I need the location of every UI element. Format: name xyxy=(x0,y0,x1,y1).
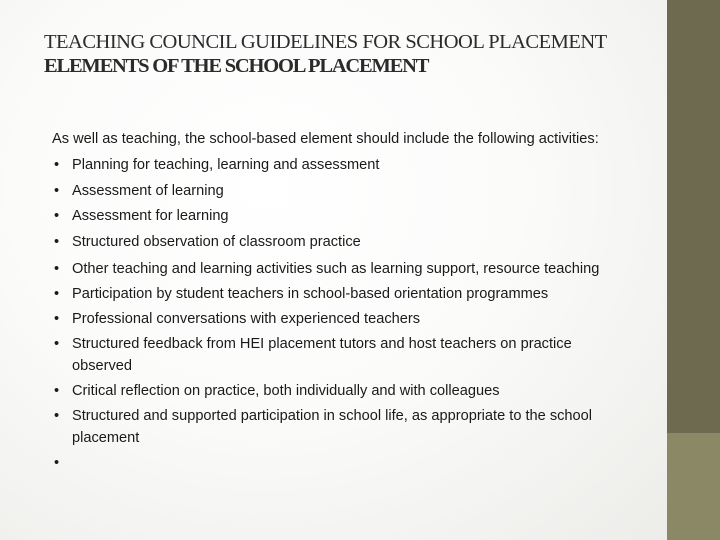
list-item xyxy=(52,283,632,305)
list-item-text: Assessment of learning xyxy=(72,182,224,199)
list-item-text: Structured feedback from HEI placement tutors and host teachers on practice observed xyxy=(72,336,572,374)
list-item-text: Planning for teaching, learning and assessment xyxy=(72,157,380,173)
list-item xyxy=(52,153,632,179)
title-subheading: ELEMENTS OF THE SCHOOL PLACEMENT xyxy=(44,55,429,77)
list-item xyxy=(52,230,632,256)
list-item-text: Other teaching and learning activities such as learning support, resource teaching xyxy=(72,261,600,277)
bullet-icon: • xyxy=(54,383,60,399)
slide-body xyxy=(52,127,632,471)
list-item xyxy=(52,258,632,280)
list-item xyxy=(52,380,632,402)
list-item-text: Participation by student teachers in school-based orientation programmes xyxy=(72,286,549,302)
bullet-icon: • xyxy=(54,208,60,224)
list-item-text: Structured observation of classroom practice xyxy=(72,233,361,250)
bullet-icon: • xyxy=(54,286,60,302)
bullet-icon: • xyxy=(54,233,60,250)
bullet-list xyxy=(52,153,632,471)
title-heading: TEACHING COUNCIL GUIDELINES FOR SCHOOL PLACEMENT xyxy=(44,31,607,53)
bullet-icon: • xyxy=(54,336,60,352)
list-item-text: Critical reflection on practice, both individually and with colleagues xyxy=(72,383,500,399)
list-item-text: Assessment for learning xyxy=(72,208,229,224)
list-item-text: Professional conversations with experienced teachers xyxy=(72,311,421,327)
list-item xyxy=(52,405,632,449)
list-item-text: Structured and supported participation in school life, as appropriate to the school placement xyxy=(72,408,593,446)
list-item xyxy=(52,204,632,230)
side-accent-block xyxy=(667,433,720,540)
bullet-icon: • xyxy=(54,261,60,277)
bullet-icon: • xyxy=(54,182,60,199)
intro-paragraph: As well as teaching, the school-based element should include the following activities: xyxy=(52,131,599,147)
list-item xyxy=(52,308,632,330)
bullet-icon: • xyxy=(54,157,60,173)
list-item xyxy=(52,179,632,205)
bullet-icon: • xyxy=(54,455,60,471)
slide-title xyxy=(44,30,654,78)
list-item xyxy=(52,333,632,377)
bullet-icon: • xyxy=(54,311,60,327)
bullet-icon: • xyxy=(54,408,60,424)
